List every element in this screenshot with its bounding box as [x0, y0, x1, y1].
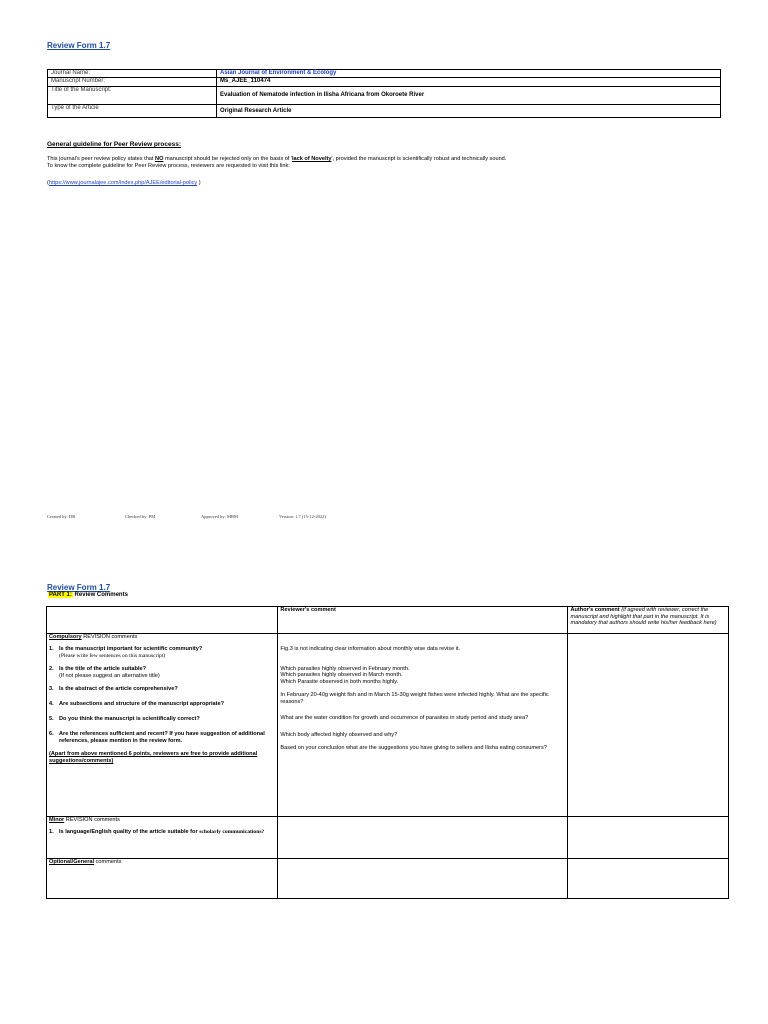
reviewer-comment: What are the water condition for growth and occurrence of parasites in study period and study area?: [280, 715, 529, 721]
info-row-title: [48, 87, 721, 105]
question-6: [49, 731, 275, 745]
manuscript-info-table: [47, 69, 721, 118]
additional-comments-note: (Apart from above mentioned 6 points, reviewers are free to provide additional suggestions/comments): [49, 751, 258, 764]
reviewer-comments-cell[interactable]: [278, 634, 568, 817]
info-label: Type of the Article: [48, 105, 217, 118]
question-4: [49, 701, 275, 708]
form-title: Review Form 1.7: [47, 41, 111, 50]
question-number: 3.: [49, 686, 54, 692]
minor-row: [47, 817, 729, 859]
review-header-row: [47, 607, 729, 634]
optional-reviewer-cell[interactable]: [278, 859, 568, 899]
question-text: Is the title of the article suitable?: [59, 666, 147, 672]
minor-reviewer-cell[interactable]: [278, 817, 568, 859]
reviewer-comment: In February 20-40g weight fish and in March 15-30g weight fishes were infected highly. What are the specific reasons?: [280, 692, 549, 705]
manuscript-number: Ms_AJEE_110474: [217, 78, 721, 87]
guideline-text-line2: To know the complete guideline for Peer Review process, reviewers are requested to visit this link:: [47, 163, 290, 169]
reviewer-comment: Which Parasite observed in both months highly.: [280, 678, 399, 685]
optional-label: Optional/General: [49, 859, 95, 865]
info-row-article-type: [48, 105, 721, 118]
question-text: Are the references sufficient and recent? If you have suggestion of additional references, please mention in the review form.: [59, 731, 265, 744]
question-text: Is the abstract of the article comprehensive?: [59, 686, 178, 692]
minor-question-1: [49, 829, 275, 836]
question-3: [49, 686, 275, 693]
info-label: Journal Name:: [48, 70, 217, 78]
guideline-text-part: manuscript should be rejected only on the basis of ': [163, 156, 292, 162]
footer-approved-by: Approved by: MBM: [201, 514, 238, 519]
reviewer-comment: Which parasites highly observed in February month.: [280, 665, 410, 672]
author-comment-header-instructions: (if agreed with reviewer, correct the manuscript and highlight that part in the manuscript. It is mandatory that authors should write his/her feedback here): [570, 607, 717, 626]
question-1: [49, 646, 275, 660]
question-text: Is the manuscript important for scientific community?: [59, 646, 203, 652]
question-text: Is language/English quality of the article suitable for: [59, 829, 200, 835]
question-2: [49, 666, 275, 680]
question-text: Are subsections and structure of the manuscript appropriate?: [59, 701, 225, 707]
info-row-manuscript-number: [48, 78, 721, 87]
info-row-journal: [48, 70, 721, 78]
editorial-policy-link[interactable]: https://www.journalajee.com/index.php/AJEE/editorial-policy: [48, 180, 198, 186]
question-subtext: (Please write few sentences on this manuscript): [59, 653, 166, 659]
guideline-text-part: ', provided the manuscript is scientifically robust and technically sound.: [331, 156, 507, 162]
minor-author-cell[interactable]: [568, 817, 729, 859]
compulsory-label: Compulsory: [49, 634, 82, 640]
part-title: Review Comments: [72, 592, 128, 598]
minor-questions-cell: [47, 817, 278, 859]
link-paren: ): [197, 180, 201, 186]
optional-row: [47, 859, 729, 899]
question-number: 4.: [49, 701, 54, 707]
minor-heading: [49, 817, 275, 823]
info-label: Manuscript Number:: [48, 78, 217, 87]
question-number: 1.: [49, 829, 54, 835]
optional-label-cell: [47, 859, 278, 899]
header-cell-empty: [47, 607, 278, 634]
footer-created-by: Created by: DR: [47, 514, 76, 519]
optional-heading: [49, 859, 275, 865]
optional-label-rest: comments: [94, 859, 122, 865]
link-paren: (: [47, 180, 49, 186]
question-number: 2.: [49, 666, 54, 672]
footer-version: Version: 1.7 (15-12-2022): [279, 514, 326, 519]
form-title-page2: Review Form 1.7: [47, 583, 111, 592]
question-text: Do you think the manuscript is scientifically correct?: [59, 716, 200, 722]
guideline-text: [47, 156, 727, 170]
optional-author-cell[interactable]: [568, 859, 729, 899]
part-heading: [48, 592, 128, 598]
review-comments-table: [46, 606, 729, 899]
info-label: Title of the Manuscript:: [48, 87, 217, 105]
journal-name: Asian Journal of Environment & Ecology: [217, 70, 721, 78]
manuscript-title: Evaluation of Nematode infection in Ilisha Africana from Okoroete River: [217, 87, 721, 105]
author-response-cell[interactable]: [568, 634, 729, 817]
reviewer-comment: Based on your conclusion what are the suggestions you have giving to sellers and Ilisha eating consumers?: [280, 745, 547, 751]
guideline-title: General guideline for Peer Review process:: [47, 141, 182, 148]
reviewer-comment: Which parasites highly observed in March month.: [280, 672, 403, 678]
question-number: 1.: [49, 646, 54, 652]
question-text-serif: scholarly communications?: [199, 829, 265, 835]
compulsory-heading: [49, 634, 275, 640]
footer-checked-by: Checked by: PM: [125, 514, 156, 519]
part-label: PART 1:: [49, 592, 72, 598]
article-type: Original Research Article: [217, 105, 721, 118]
guideline-no-emphasis: NO: [155, 156, 164, 162]
guideline-text-part: This journal's peer review policy states that: [47, 156, 156, 162]
guideline-novelty-emphasis: lack of Novelty: [291, 156, 332, 162]
compulsory-row: [47, 634, 729, 817]
reviewer-comment-header: Reviewer's comment: [278, 607, 568, 634]
author-comment-header: [568, 607, 729, 634]
compulsory-label-rest: REVISION comments: [81, 634, 138, 640]
minor-label-rest: REVISION comments: [64, 817, 120, 823]
reviewer-comment: Which body affected highly observed and why?: [280, 731, 398, 738]
question-number: 5.: [49, 716, 54, 722]
minor-label: Minor: [49, 817, 65, 823]
guideline-link-line: [47, 180, 201, 186]
question-number: 6.: [49, 731, 54, 737]
compulsory-questions-cell: [47, 634, 278, 817]
author-comment-header-bold: Author's comment: [570, 607, 620, 613]
question-5: [49, 716, 275, 723]
reviewer-comment: Fig.3 is not indicating clear information about monthly wise data revise it.: [280, 646, 461, 652]
question-subtext: (If not please suggest an alternative title): [59, 673, 160, 679]
